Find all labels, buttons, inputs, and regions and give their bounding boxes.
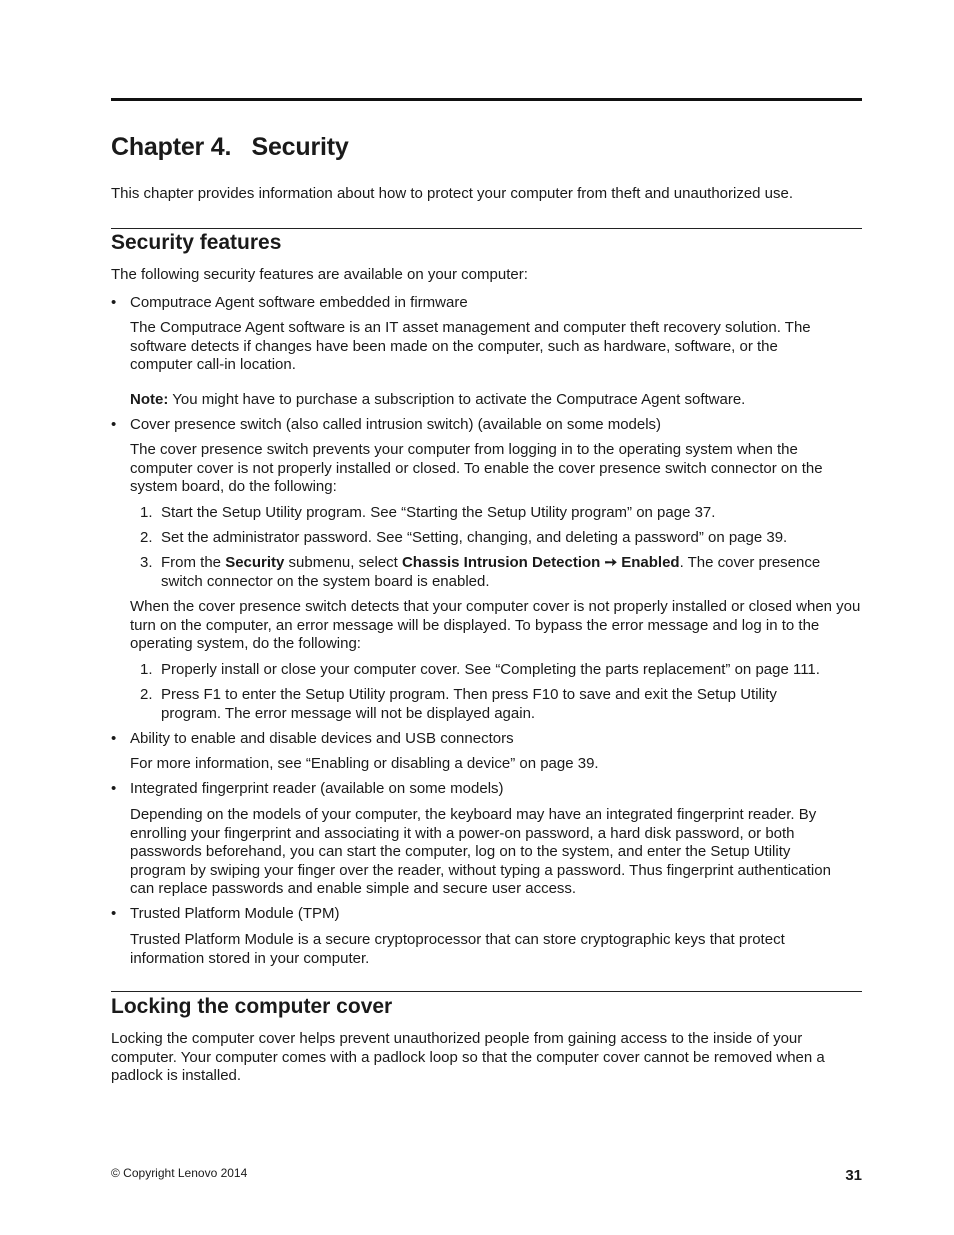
bullet-marker: • [111, 780, 117, 797]
cover-switch-bypass-description: When the cover presence switch detects that your computer cover is not properly installed or closed when you turn on the computer, an error message will be displayed. To bypass the error message and log in to the operating system, do the following: [130, 598, 861, 652]
step-3-text: . The cover presence switch connector on the system board is enabled. [161, 554, 821, 590]
step-number: 1. [140, 504, 153, 521]
page-number: 31 [845, 1167, 862, 1184]
security-menu-name: Security [225, 554, 285, 571]
fingerprint-description: Depending on the models of your computer, the keyboard may have an integrated fingerprint reader. By enrolling your fingerprint and associating it with a power-on password, a hard disk password, or both passwords beforehand, you can start the computer, log on to the system, and enter the Setup Utility program by swiping your finger over the reader, without typing a password. Thus fingerprint authentication can replace passwords and enable simple and secure user access. [130, 806, 831, 897]
enable-step-1: Start the Setup Utility program. See “Starting the Setup Utility program” on page 37. [161, 504, 716, 521]
bullet-devices-label: Ability to enable and disable devices and USB connectors [130, 730, 514, 747]
step-3-text: From the [161, 554, 226, 571]
bullet-marker: • [111, 730, 117, 747]
bullet-cover-switch-label: Cover presence switch (also called intrusion switch) (available on some models) [130, 416, 662, 433]
section-rule [111, 991, 862, 992]
enable-step-2: Set the administrator password. See “Setting, changing, and deleting a password” on page 39. [161, 529, 788, 546]
chassis-intrusion-setting: Chassis Intrusion Detection ➙ Enabled [401, 554, 680, 571]
tpm-description: Trusted Platform Module is a secure cryptoprocessor that can store cryptographic keys that protect information stored in your computer. [130, 931, 785, 967]
copyright-notice: © Copyright Lenovo 2014 [111, 1166, 248, 1180]
step-number: 1. [140, 661, 153, 678]
bullet-tpm-label: Trusted Platform Module (TPM) [130, 905, 340, 922]
enable-step-3 [161, 554, 862, 591]
bypass-step-2: Press F1 to enter the Setup Utility program. Then press F10 to save and exit the Setup Utility program. The error message will not be displayed again. [161, 686, 777, 722]
cover-switch-description: The cover presence switch prevents your computer from logging in to the operating system when the computer cover is not properly installed or closed. To enable the cover presence switch connector on the system board, do the following: [130, 441, 823, 495]
chapter-title: Chapter 4. Security [111, 133, 349, 161]
bypass-step-1: Properly install or close your computer cover. See “Completing the parts replacement” on page 111. [161, 661, 820, 678]
step-number: 2. [140, 529, 153, 546]
bullet-fingerprint-label: Integrated fingerprint reader (available on some models) [130, 780, 504, 797]
locking-description: Locking the computer cover helps prevent unauthorized people from gaining access to the inside of your computer. Your computer comes with a padlock loop so that the computer cover cannot be removed when a padlock is installed. [111, 1030, 825, 1084]
note-text: You might have to purchase a subscription to activate the Computrace Agent software. [168, 391, 746, 408]
bullet-marker: • [111, 905, 117, 922]
bullet-marker: • [111, 294, 117, 311]
devices-description: For more information, see “Enabling or disabling a device” on page 39. [130, 755, 599, 772]
step-3-text: submenu, select [284, 554, 402, 571]
bullet-marker: • [111, 416, 117, 433]
step-number: 2. [140, 686, 153, 703]
chapter-intro: This chapter provides information about how to protect your computer from theft and unauthorized use. [111, 185, 794, 202]
section-rule [111, 228, 862, 229]
computrace-description: The Computrace Agent software is an IT asset management and computer theft recovery solution. The software detects if changes have been made on the computer, such as hardware, software, or the computer call-in location. [130, 319, 811, 373]
bullet-computrace-label: Computrace Agent software embedded in firmware [130, 294, 468, 311]
note-label: Note: [130, 391, 169, 408]
chapter-top-rule [111, 98, 862, 101]
security-features-intro: The following security features are available on your computer: [111, 266, 528, 283]
step-number: 3. [140, 554, 153, 571]
section-title-locking-cover: Locking the computer cover [111, 995, 393, 1018]
section-title-security-features: Security features [111, 231, 282, 254]
computrace-note [130, 391, 862, 410]
